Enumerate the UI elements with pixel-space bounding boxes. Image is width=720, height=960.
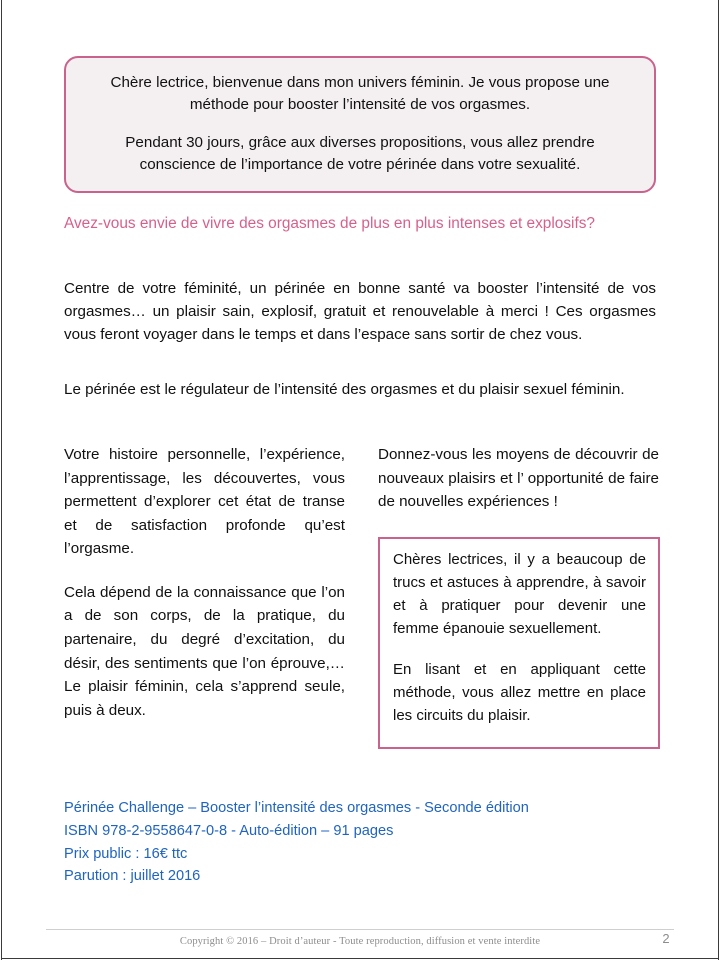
intro-paragraph-2: Pendant 30 jours, grâce aux diverses propositions, vous allez prendre conscience de l’importance de votre périnée dans votre sexualité.: [125, 134, 595, 173]
body-paragraph-2: Le périnée est le régulateur de l’intensité des orgasmes et du plaisir sexuel féminin.: [64, 381, 625, 398]
right-column-paragraph-1: Donnez-vous les moyens de découvrir de nouveaux plaisirs et l’ opportunité de faire de nouvelles expériences !: [378, 446, 659, 511]
left-column-paragraph-1: Votre histoire personnelle, l’expérience, l’apprentissage, les découvertes, vous permettent d’explorer cet état de transe et de satisfaction profonde qu’est l’orgasme.: [64, 446, 345, 558]
note-paragraph-2: En lisant et en appliquant cette méthode, vous allez mettre en place les circuits du plaisir.: [393, 660, 646, 724]
footer-copyright-text: Copyright © 2016 – Droit d’auteur - Toute reproduction, diffusion et vente interdite: [179, 936, 541, 947]
note-callout-box: [378, 537, 660, 749]
footer-divider: [46, 929, 674, 930]
book-info-title: Périnée Challenge – Booster l’intensité des orgasmes - Seconde édition: [64, 800, 529, 816]
body-paragraph-1: Centre de votre féminité, un périnée en bonne santé va booster l’intensité de vos orgasmes… un plaisir sain, explosif, gratuit et renouvelable à merci ! Ces orgasmes vous feront voyager dans le temps et dans l’espace sans sortir de chez vous.: [64, 280, 656, 344]
left-column-paragraph-2: Cela dépend de la connaissance que l’on a de son corps, de la pratique, du partenaire, du degré d’excitation, du désir, des sentiments que l’on éprouve,… Le plaisir féminin, cela s’apprend seule, puis à deux.: [64, 583, 345, 719]
left-column: [64, 443, 345, 722]
intro-callout-box: [64, 56, 656, 193]
book-info-isbn: ISBN 978-2-9558647-0-8 - Auto-édition – 91 pages: [64, 822, 394, 839]
book-info-release: Parution : juillet 2016: [64, 868, 201, 885]
intro-paragraph-1: Chère lectrice, bienvenue dans mon univers féminin. Je vous propose une méthode pour booster l’intensité de vos orgasmes.: [110, 74, 610, 113]
note-paragraph-1: Chères lectrices, il y a beaucoup de trucs et astuces à apprendre, à savoir et à pratiquer pour devenir une femme épanouie sexuellement.: [393, 551, 646, 637]
footer-page-number: 2: [662, 931, 670, 946]
book-info-block: [64, 797, 664, 888]
section-heading: Avez-vous envie de vivre des orgasmes de plus en plus intenses et explosifs?: [64, 215, 595, 232]
book-info-price: Prix public : 16€ ttc: [64, 845, 188, 862]
